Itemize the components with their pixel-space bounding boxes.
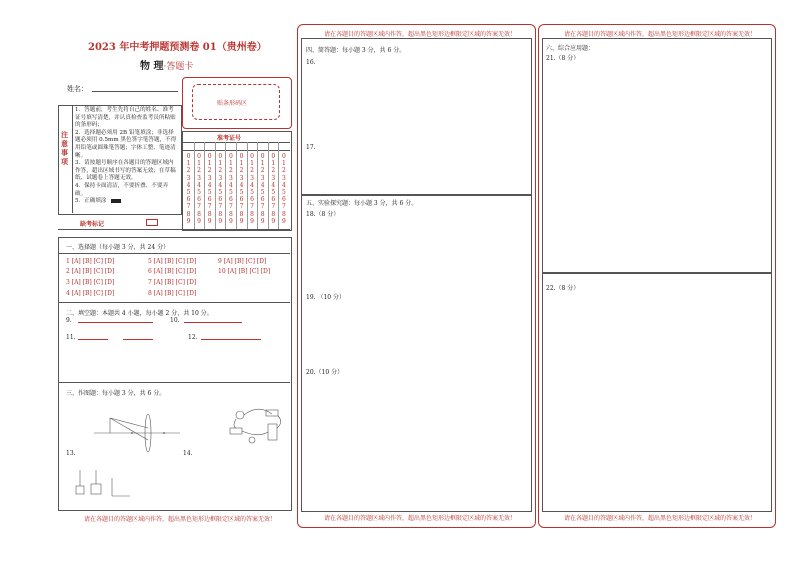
exam-digit-bubble[interactable]: 0	[207, 153, 212, 160]
exam-digit-bubble[interactable]: 5	[260, 189, 265, 197]
q9-label: 9.	[66, 317, 72, 324]
exam-number-label: 准考证号	[217, 135, 242, 142]
exam-digit-bubble[interactable]: 3	[228, 174, 233, 182]
choice-row[interactable]: 10 [A] [B] [C] [D]	[218, 268, 271, 275]
exam-digit-bubble[interactable]: 2	[250, 167, 254, 175]
q9-blank[interactable]	[78, 322, 153, 323]
note-item: 3．请按题号顺序在各题目的答题区域内作答，超出区域书写的答案无效；在草稿纸、试题卷上答题无效。	[75, 160, 176, 182]
exam-digit-bubble[interactable]: 4	[250, 181, 254, 189]
exam-digit-bubble[interactable]: 8	[239, 210, 244, 218]
exam-digit-bubble[interactable]: 4	[197, 181, 201, 189]
right-footer-warning: 请在各题目的答题区域内作答，超出黑色矩形边框限定区域的答案无效！	[564, 515, 757, 522]
exam-digit-bubble[interactable]: 1	[197, 160, 201, 168]
middle-footer-warning: 请在各题目的答题区域内作答，超出黑色矩形边框限定区域的答案无效！	[324, 515, 517, 522]
grid-divider	[204, 142, 205, 229]
exam-digit-bubble[interactable]: 7	[271, 203, 276, 211]
section3-title: 三、作图题：每小题 3 分，共 6 分。	[66, 390, 166, 397]
exam-digit-bubble[interactable]: 3	[250, 174, 254, 182]
exam-digit-bubble[interactable]: 8	[271, 210, 276, 218]
exam-digit-column[interactable]	[205, 153, 214, 225]
note-item: 2．选择题必须用 2B 铅笔填涂；非选择题必须用 0.5mm 黑色签字笔答题，不得用铅笔或圆珠笔答题；字体工整、笔迹清晰。	[75, 129, 177, 159]
grid-divider	[236, 142, 237, 229]
exam-digit-bubble[interactable]: 8	[250, 210, 254, 218]
exam-digit-column[interactable]	[258, 153, 267, 225]
exam-digit-column[interactable]	[237, 153, 246, 225]
absent-label: 缺考标记	[80, 221, 105, 228]
exam-digit-column[interactable]	[195, 153, 204, 225]
choice-row[interactable]: 1 [A] [B] [C] [D]	[66, 258, 115, 265]
exam-digit-bubble[interactable]: 2	[186, 167, 191, 175]
exam-digit-column[interactable]	[269, 153, 278, 225]
choice-row[interactable]: 9 [A] [B] [C] [D]	[218, 258, 267, 265]
middle-answer-box-2[interactable]	[301, 194, 532, 512]
barcode-label: 贴条形码区	[217, 100, 248, 107]
exam-digit-bubble[interactable]: 0	[260, 153, 265, 160]
exam-digit-bubble[interactable]: 0	[250, 153, 254, 160]
exam-digit-bubble[interactable]: 5	[218, 189, 223, 197]
exam-digit-bubble[interactable]: 1	[228, 160, 233, 168]
choice-row[interactable]: 6 [A] [B] [C] [D]	[148, 268, 197, 275]
exam-digit-bubble[interactable]: 3	[218, 174, 223, 182]
exam-digit-bubble[interactable]: 1	[207, 160, 212, 168]
exam-digit-bubble[interactable]: 1	[239, 160, 244, 168]
exam-digit-bubble[interactable]: 9	[228, 217, 233, 225]
exam-digit-bubble[interactable]: 5	[250, 189, 254, 197]
name-label: 姓名：	[67, 85, 88, 93]
exam-digit-column[interactable]	[279, 153, 288, 225]
exam-digit-column[interactable]	[248, 153, 257, 225]
exam-digit-bubble[interactable]: 2	[228, 167, 233, 175]
section5-title: 五、实验探究题：每小题 3 分，共 6 分。	[306, 200, 418, 207]
right-answer-box-2[interactable]	[542, 272, 772, 512]
grid-divider	[225, 142, 226, 229]
right-header-warning: 请在各题目的答题区域内作答，超出黑色矩形边框限定区域的答案无效！	[564, 31, 757, 38]
exam-digit-bubble[interactable]: 7	[281, 203, 286, 211]
exam-digit-bubble[interactable]: 1	[186, 160, 191, 168]
exam-digit-bubble[interactable]: 4	[239, 181, 244, 189]
section4-title: 四、简答题：每小题 3 分，共 6 分。	[306, 47, 406, 54]
exam-digit-bubble[interactable]: 3	[239, 174, 244, 182]
exam-digit-bubble[interactable]: 5	[197, 189, 201, 197]
choice-row[interactable]: 7 [A] [B] [C] [D]	[148, 279, 197, 286]
subject-title	[140, 57, 193, 72]
exam-digit-bubble[interactable]: 4	[271, 181, 276, 189]
exam-digit-bubble[interactable]: 8	[260, 210, 265, 218]
exam-digit-bubble[interactable]: 0	[197, 153, 201, 160]
right-answer-box-1[interactable]	[542, 38, 772, 274]
exam-digit-bubble[interactable]: 7	[207, 203, 212, 211]
exam-digit-bubble[interactable]: 4	[218, 181, 223, 189]
exam-digit-bubble[interactable]: 9	[218, 217, 223, 225]
exam-digit-bubble[interactable]: 9	[250, 217, 254, 225]
note-item: 5．正确填涂	[75, 198, 178, 206]
q13-label: 13.	[66, 450, 76, 457]
force-diagram	[72, 466, 132, 502]
section6-title: 六、综合应用题：	[546, 45, 595, 52]
q11-blank-1[interactable]	[78, 339, 108, 340]
note-item: 1．答题前，考生先将自己的姓名、准考证号填写清楚，并认真检查监考员所粘贴的条形码；	[75, 107, 176, 129]
exam-digit-bubble[interactable]: 9	[271, 217, 276, 225]
exam-digit-bubble[interactable]: 9	[197, 217, 201, 225]
grid-divider	[257, 142, 258, 229]
exam-digit-bubble[interactable]: 0	[228, 153, 233, 160]
exam-digit-bubble[interactable]: 0	[239, 153, 244, 160]
exam-digit-bubble[interactable]: 6	[228, 196, 233, 204]
exam-digit-bubble[interactable]: 6	[260, 196, 265, 204]
exam-digit-bubble[interactable]: 7	[186, 203, 191, 211]
choice-row[interactable]: 3 [A] [B] [C] [D]	[66, 279, 115, 286]
exam-digit-bubble[interactable]: 1	[260, 160, 265, 168]
exam-digit-bubble[interactable]: 5	[281, 189, 286, 197]
grid-divider	[247, 142, 248, 229]
exam-digit-bubble[interactable]: 1	[218, 160, 223, 168]
exam-digit-bubble[interactable]: 8	[197, 210, 201, 218]
exam-digit-bubble[interactable]: 7	[260, 203, 265, 211]
exam-digit-bubble[interactable]: 3	[207, 174, 212, 182]
exam-digit-bubble[interactable]: 6	[186, 196, 191, 204]
grid-divider	[215, 142, 216, 229]
exam-digit-bubble[interactable]: 6	[218, 196, 223, 204]
exam-digit-bubble[interactable]: 6	[271, 196, 276, 204]
q12-label: 12.	[188, 334, 198, 341]
name-field[interactable]	[92, 91, 178, 92]
section2-title: 二、填空题：本题共 4 小题，每小题 2 分，共 10 分。	[66, 310, 213, 317]
exam-digit-bubble[interactable]: 2	[218, 167, 223, 175]
choice-row[interactable]: 5 [A] [B] [C] [D]	[148, 258, 197, 265]
exam-digit-column[interactable]	[184, 153, 193, 225]
lens-diagram	[92, 412, 182, 454]
exam-digit-bubble[interactable]: 6	[239, 196, 244, 204]
exam-digit-bubble[interactable]: 4	[228, 181, 233, 189]
exam-digit-bubble[interactable]: 9	[186, 217, 191, 225]
notes-list	[75, 107, 178, 206]
exam-digit-bubble[interactable]: 8	[207, 210, 212, 218]
exam-digit-bubble[interactable]: 8	[186, 210, 191, 218]
absent-checkbox[interactable]	[146, 219, 158, 226]
exam-digit-bubble[interactable]: 4	[260, 181, 265, 189]
exam-digit-bubble[interactable]: 0	[218, 153, 223, 160]
notes-heading: 注意事项	[61, 130, 68, 166]
q20-label: 20.（10 分）	[306, 369, 344, 376]
q11-label: 11.	[66, 334, 76, 341]
grid-divider	[268, 142, 269, 229]
middle-header-warning: 请在各题目的答题区域内作答，超出黑色矩形边框限定区域的答案无效！	[324, 31, 517, 38]
exam-digit-bubble[interactable]: 7	[250, 203, 254, 211]
exam-digit-bubble[interactable]: 1	[281, 160, 286, 168]
exam-digit-bubble[interactable]: 2	[281, 167, 286, 175]
exam-digit-bubble[interactable]: 5	[271, 189, 276, 197]
exam-digit-bubble[interactable]: 1	[271, 160, 276, 168]
choice-row[interactable]: 8 [A] [B] [C] [D]	[148, 290, 197, 297]
exam-digit-bubble[interactable]: 5	[228, 189, 233, 197]
exam-digit-bubble[interactable]: 3	[281, 174, 286, 182]
exam-digit-bubble[interactable]: 5	[239, 189, 244, 197]
exam-digit-bubble[interactable]: 0	[271, 153, 276, 160]
exam-digit-bubble[interactable]: 0	[281, 153, 286, 160]
exam-digit-bubble[interactable]: 4	[186, 181, 191, 189]
exam-digit-bubble[interactable]: 6	[197, 196, 201, 204]
exam-digit-bubble[interactable]: 7	[218, 203, 223, 211]
exam-digit-bubble[interactable]: 7	[197, 203, 201, 211]
card-name: ·答题卡	[163, 62, 194, 72]
exam-digit-bubble[interactable]: 3	[186, 174, 191, 182]
exam-digit-bubble[interactable]: 2	[239, 167, 244, 175]
exam-digit-column[interactable]	[216, 153, 225, 225]
circuit-diagram	[228, 402, 286, 448]
exam-digit-bubble[interactable]: 8	[228, 210, 233, 218]
q10-blank[interactable]	[184, 322, 242, 323]
grid-divider	[194, 142, 195, 229]
choice-row[interactable]: 2 [A] [B] [C] [D]	[66, 268, 115, 275]
exam-digit-bubble[interactable]: 9	[207, 217, 212, 225]
filled-mark-icon	[111, 199, 121, 203]
exam-digit-bubble[interactable]: 9	[281, 217, 286, 225]
exam-digit-bubble[interactable]: 2	[271, 167, 276, 175]
left-footer-warning: 请在各题目的答题区域内作答，超出黑色矩形边框限定区域的答案无效！	[84, 516, 277, 523]
exam-digit-bubble[interactable]: 2	[207, 167, 212, 175]
subject-name: 物 理	[140, 61, 164, 72]
q10-label: 10.	[170, 317, 180, 324]
note-item: 4．保持卡面清洁，不要折叠、不要弄破。	[75, 182, 169, 197]
q18-label: 18.（8 分）	[306, 211, 340, 218]
exam-digit-bubble[interactable]: 0	[186, 153, 191, 160]
exam-digit-bubble[interactable]: 2	[260, 167, 265, 175]
q16-label: 16.	[306, 59, 316, 66]
exam-digit-bubble[interactable]: 6	[250, 196, 254, 204]
q14-label: 14.	[183, 450, 193, 457]
q19-label: 19. （10 分）	[306, 294, 345, 301]
q22-label: 22.（8 分）	[546, 285, 580, 292]
exam-digit-bubble[interactable]: 9	[239, 217, 244, 225]
choice-row[interactable]: 4 [A] [B] [C] [D]	[66, 290, 115, 297]
q12-blank[interactable]	[201, 339, 261, 340]
exam-digit-bubble[interactable]: 3	[197, 174, 201, 182]
exam-digit-bubble[interactable]: 8	[218, 210, 223, 218]
exam-digit-column[interactable]	[226, 153, 235, 225]
middle-answer-box-1[interactable]	[301, 38, 532, 196]
section1-title: 一、选择题（每小题 3 分，共 24 分）	[66, 244, 170, 251]
q11-blank-2[interactable]	[123, 339, 153, 340]
q21-label: 21.（8 分）	[546, 55, 580, 62]
exam-digit-bubble[interactable]: 9	[260, 217, 265, 225]
q17-label: 17.	[306, 144, 316, 151]
exam-digit-bubble[interactable]: 5	[186, 189, 191, 197]
exam-digit-bubble[interactable]: 4	[281, 181, 286, 189]
exam-digit-bubble[interactable]: 5	[207, 189, 212, 197]
exam-digit-bubble[interactable]: 4	[207, 181, 212, 189]
exam-digit-bubble[interactable]: 6	[207, 196, 212, 204]
exam-digit-bubble[interactable]: 8	[281, 210, 286, 218]
exam-digit-bubble[interactable]: 6	[281, 196, 286, 204]
page-title: 2023 年中考押题预测卷 01（贵州卷）	[88, 42, 267, 53]
exam-digit-bubble[interactable]: 7	[239, 203, 244, 211]
exam-digit-bubble[interactable]: 2	[197, 167, 201, 175]
exam-digit-bubble[interactable]: 7	[228, 203, 233, 211]
exam-digit-bubble[interactable]: 3	[260, 174, 265, 182]
exam-digit-bubble[interactable]: 3	[271, 174, 276, 182]
grid-divider	[278, 142, 279, 229]
exam-digit-bubble[interactable]: 1	[250, 160, 254, 168]
